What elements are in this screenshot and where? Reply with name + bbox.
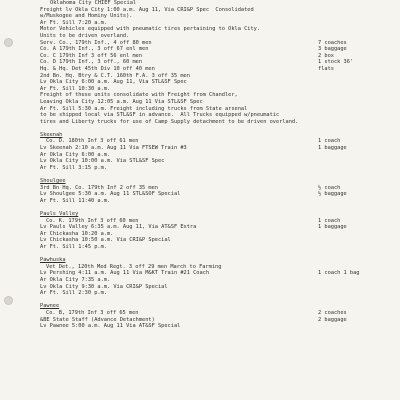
line-text: Lv Pauls Valley 6:35 a.m. Aug 11, Via AT&SF Extra (40, 224, 197, 231)
line-text: Freight of these units consolidate with Freight from Chandler, (40, 92, 238, 99)
blank-line (40, 171, 398, 178)
line-text: Vet Det., 120th Med Regt. 3 off 29 men March to Farming (46, 263, 222, 270)
line-text: Co. K. 179th Inf 3 off 60 men (46, 217, 139, 224)
line-text: 2nd Bn. Hq. Btry & C.T. 160th F.A. 3 off 35 men (40, 72, 190, 79)
schedule-line (40, 290, 398, 297)
schedule-line (40, 224, 398, 231)
schedule-line (40, 277, 398, 284)
line-text: Co. C 179th Inf 3 off 56 enl men (40, 52, 143, 59)
line-text: Lv Pershing 4:11 a.m. Aug 11 Via M&KT Train #21 Coach (40, 270, 210, 277)
line-text: Ar Ft. Sill 11:40 a.m. (40, 197, 111, 204)
schedule-line (40, 92, 398, 99)
section-heading: Pawhuska (40, 257, 66, 264)
section-heading: Shoulgee (40, 178, 66, 185)
equipment-allocation: 1 baggage (318, 145, 347, 152)
schedule-line (40, 106, 398, 113)
section-heading: Pawnee (40, 303, 60, 310)
line-text: Hq. & Hq. Det 45th Div 10 off 40 men (40, 65, 155, 72)
equipment-allocation: ½ baggage (318, 191, 347, 198)
line-text: Lv Okla City 9:30 a.m. Via CRI&P Special (40, 283, 168, 290)
line-text: Ar Chickasha 10:20 a.m. (40, 230, 114, 237)
line-text: 3rd Bn Hq. Co. 179th Inf 2 off 35 men (40, 184, 158, 191)
section-heading-line (40, 257, 398, 264)
line-text: Motor Vehicles equipped with pneumatic tires pertaining to Okla City. (40, 26, 261, 33)
equipment-allocation: 1 coach (318, 217, 341, 224)
line-text: Oklahoma City CHIEF Special (50, 0, 137, 6)
schedule-line (40, 270, 398, 277)
line-text: &BE State Staff (Advance Detachment) (40, 316, 155, 323)
blank-line (40, 251, 398, 258)
line-text: Lv Okla City 10:00 a.m. Via STL&SF Spec (40, 158, 165, 165)
schedule-line (40, 237, 398, 244)
section-heading-line (40, 303, 398, 310)
schedule-line (40, 66, 398, 73)
schedule-line (40, 73, 398, 80)
schedule-line (40, 53, 398, 60)
schedule-line (40, 20, 398, 27)
line-text: Lv Okla City 6:00 a.m. Aug 11, Via STL&SF Spec (40, 79, 187, 86)
schedule-line (40, 86, 398, 93)
section-heading-line (40, 211, 398, 218)
section-heading-line (40, 178, 398, 185)
line-text: Ar Ft. Sill 1:45 p.m. (40, 243, 107, 250)
schedule-line (40, 165, 398, 172)
schedule-line (40, 13, 398, 20)
line-text: Lv Chickasha 10:50 a.m. Via CRI&P Special (40, 237, 171, 244)
binder-hole (4, 38, 13, 47)
schedule-line (40, 138, 398, 145)
schedule-line (40, 158, 398, 165)
schedule-line (40, 7, 398, 14)
binder-hole (4, 296, 13, 305)
schedule-line (40, 218, 398, 225)
line-text: Serv. Co., 179th Inf., 4 off 80 men (40, 39, 152, 46)
schedule-line (40, 99, 398, 106)
schedule-line (40, 26, 398, 33)
line-text: to be shipped local via STL&SF in advance. All Trucks equipped w/pneumatic (40, 112, 280, 119)
section-heading-line (40, 132, 398, 139)
line-text: Leaving Okla City 12:05 a.m. Aug 11 Via STL&SF Spec (40, 98, 203, 105)
schedule-line (40, 323, 398, 330)
equipment-allocation: 2 baggage (318, 316, 347, 323)
schedule-line (40, 79, 398, 86)
equipment-allocation: 2 box (318, 52, 334, 59)
schedule-line (40, 46, 398, 53)
equipment-allocation: 2 coaches (318, 309, 347, 316)
line-text: Ar Okla City 7:35 a.m. (40, 276, 111, 283)
equipment-allocation: 1 coach (318, 138, 341, 145)
equipment-allocation: 7 coaches (318, 39, 347, 46)
blank-line (40, 297, 398, 304)
typed-schedule (40, 0, 398, 330)
schedule-line (40, 264, 398, 271)
schedule-line (40, 119, 398, 126)
schedule-line (40, 191, 398, 198)
schedule-line (40, 231, 398, 238)
schedule-line (40, 112, 398, 119)
line-text: Ar Ft. Sill 7:20 a.m. (40, 19, 107, 26)
schedule-line (40, 284, 398, 291)
equipment-allocation: flats (318, 65, 334, 72)
equipment-allocation: 1 baggage (318, 224, 347, 231)
schedule-line (40, 33, 398, 40)
equipment-allocation: 1 stock 36' (318, 59, 354, 66)
equipment-allocation: 3 baggage (318, 46, 347, 53)
line-text: Lv Shoulgee 5:30 a.m. Aug 11 STL&SOF Special (40, 191, 181, 198)
schedule-line (40, 40, 398, 47)
schedule-line (40, 244, 398, 251)
line-text: Ar Okla City 6:00 a.m. (40, 151, 111, 158)
schedule-line (40, 145, 398, 152)
line-text: Ar Ft. Sill 3:15 p.m. (40, 164, 107, 171)
line-text: Freight lv Okla City 1:00 a.m. Aug 11, Via CRI&P Spec Consolidated (40, 6, 254, 13)
line-text: Co. B, 179th Inf 3 off 65 men (46, 309, 139, 316)
line-text: w/Muskogee and Hominy Units). (40, 13, 133, 20)
blank-line (40, 204, 398, 211)
line-text: Ar Ft. Sill 10:30 a.m. (40, 85, 111, 92)
blank-line (40, 125, 398, 132)
schedule-line (40, 59, 398, 66)
schedule-line (40, 310, 398, 317)
line-text: Co. A 179th Inf., 3 off 67 enl men (40, 46, 149, 53)
equipment-allocation: ½ coach (318, 184, 341, 191)
line-text: Units to be driven overland. (40, 32, 130, 39)
line-text: Lv Skeenah 2:10 a.m. Aug 11 Via FTSEW Train #3 (40, 145, 187, 152)
schedule-line (40, 0, 398, 7)
schedule-line (40, 152, 398, 159)
section-heading: Pauls Valley (40, 211, 79, 217)
section-heading: Skeenah (40, 131, 63, 138)
schedule-line (40, 198, 398, 205)
equipment-allocation: 1 coach 1 bag (318, 270, 360, 277)
line-text: Co. D 179th Inf., 3 off., 60 men (40, 59, 143, 66)
line-text: Co. D. 180th Inf 3 off 61 men (46, 138, 139, 145)
schedule-line (40, 317, 398, 324)
line-text: Lv Pawnee 5:00 a.m. Aug 11 Via AT&SF Special (40, 323, 181, 330)
line-text: tires and Liberty trucks for use of Camp Supply detachment to be driven overland. (40, 118, 299, 125)
line-text: Ar Ft. Sill 5:30 a.m. Freight including trucks from State arsenal (40, 105, 248, 112)
line-text: Ar Ft. Sill 2:30 p.m. (40, 290, 107, 297)
